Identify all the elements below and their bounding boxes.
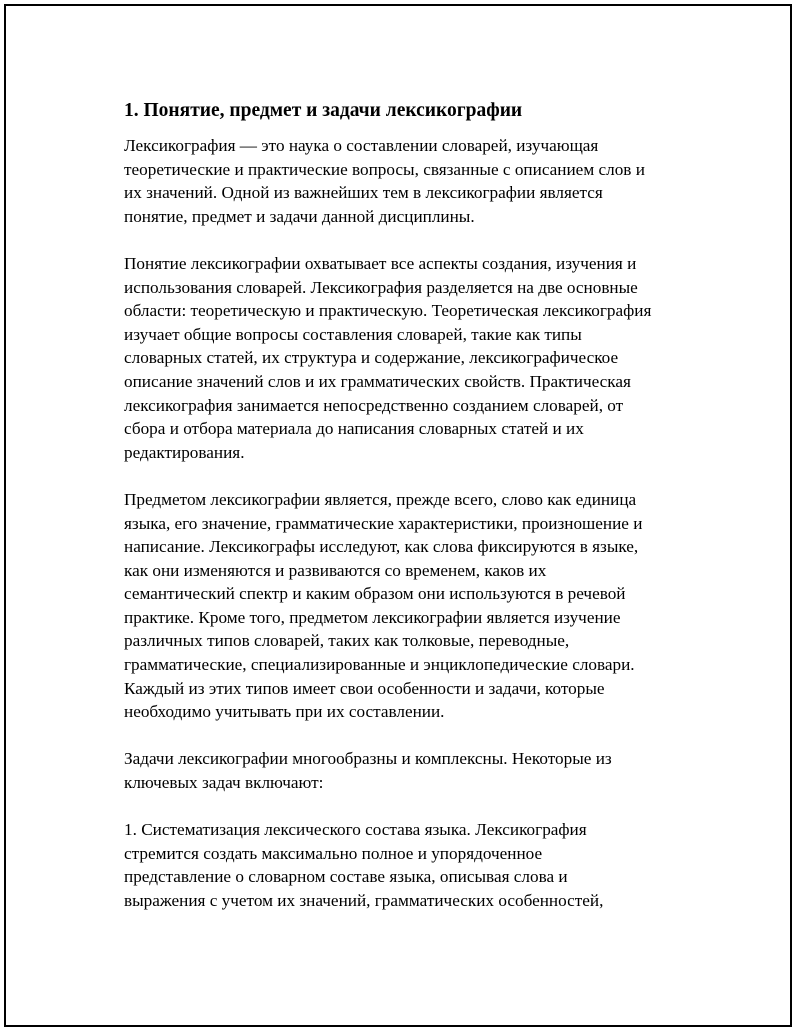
text-line: практике. Кроме того, предметом лексикографии является изучение xyxy=(124,607,621,627)
text-line: их значений. Одной из важнейших тем в лексикографии является xyxy=(124,183,603,203)
paragraph-gap xyxy=(124,464,694,488)
paragraph-definition xyxy=(124,134,694,228)
text-line: понятие, предмет и задачи данной дисциплины. xyxy=(124,206,475,226)
text-line: грамматические, специализированные и энциклопедические словари. xyxy=(124,655,635,675)
paragraph-gap xyxy=(124,228,694,252)
text-line: представление о словарном составе языка, описывая слова и xyxy=(124,867,568,887)
paragraph-tasks-intro xyxy=(124,747,694,794)
text-line: теоретические и практические вопросы, связанные с описанием слов и xyxy=(124,159,645,179)
text-line: Задачи лексикографии многообразны и комплексны. Некоторые из xyxy=(124,749,612,769)
text-line: словарных статей, их структура и содержание, лексикографическое xyxy=(124,348,619,368)
text-line: области: теоретическую и практическую. Теоретическая лексикография xyxy=(124,301,652,321)
text-line: выражения с учетом их значений, грамматических особенностей, xyxy=(124,891,604,910)
text-line: изучает общие вопросы составления словарей, такие как типы xyxy=(124,324,582,344)
text-line: как они изменяются и развиваются со временем, каков их xyxy=(124,560,547,580)
paragraph-gap xyxy=(124,724,694,748)
paragraph-gap xyxy=(124,795,694,819)
text-line: редактирования. xyxy=(124,442,245,462)
text-line: различных типов словарей, таких как толковые, переводные, xyxy=(124,631,570,651)
text-line: 1. Систематизация лексического состава языка. Лексикография xyxy=(124,820,587,840)
text-line: Понятие лексикографии охватывает все аспекты создания, изучения и xyxy=(124,253,637,273)
text-line: необходимо учитывать при их составлении. xyxy=(124,702,445,722)
text-line: Лексикография — это наука о составлении словарей, изучающая xyxy=(124,136,599,155)
paragraph-subject xyxy=(124,488,694,724)
text-line: семантический спектр и каким образом они используются в речевой xyxy=(124,584,626,604)
page-frame xyxy=(4,4,792,1027)
paragraph-task-1 xyxy=(124,818,694,912)
paragraph-concept xyxy=(124,252,694,464)
text-line: ключевых задач включают: xyxy=(124,773,324,793)
text-line: сбора и отбора материала до написания словарных статей и их xyxy=(124,419,584,439)
text-line: Каждый из этих типов имеет свои особенности и задачи, которые xyxy=(124,678,605,698)
text-line: языка, его значение, грамматические характеристики, произношение и xyxy=(124,513,643,533)
text-line: Предметом лексикографии является, прежде всего, слово как единица xyxy=(124,489,637,509)
text-line: стремится создать максимально полное и упорядоченное xyxy=(124,843,543,863)
text-line: описание значений слов и их грамматических свойств. Практическая xyxy=(124,371,631,391)
text-line: написание. Лексикографы исследуют, как слова фиксируются в языке, xyxy=(124,537,639,557)
text-line: использования словарей. Лексикография разделяется на две основные xyxy=(124,277,638,297)
section-heading: 1. Понятие, предмет и задачи лексикографии xyxy=(124,100,523,121)
text-line: лексикография занимается непосредственно созданием словарей, от xyxy=(124,395,624,415)
document-body xyxy=(124,98,694,913)
